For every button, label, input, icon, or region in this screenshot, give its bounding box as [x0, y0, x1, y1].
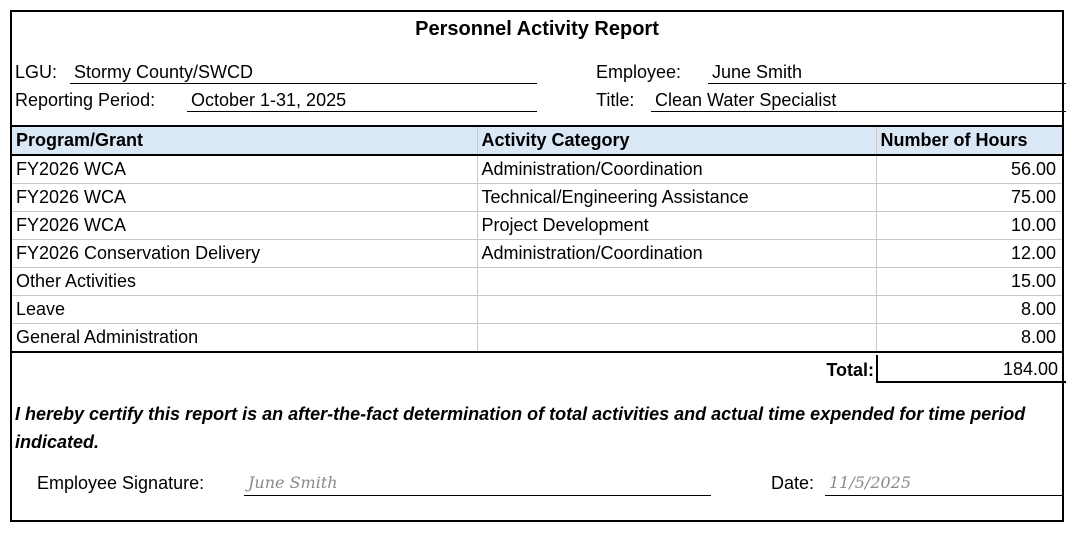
- activity-table: [12, 125, 1062, 353]
- cell-program[interactable]: Leave: [12, 296, 477, 324]
- cell-hours[interactable]: 8.00: [876, 296, 1062, 324]
- cell-hours[interactable]: 56.00: [876, 155, 1062, 184]
- header-number-of-hours: Number of Hours: [876, 126, 1062, 155]
- job-title-value[interactable]: Clean Water Specialist: [651, 88, 1066, 112]
- cell-hours[interactable]: 12.00: [876, 240, 1062, 268]
- job-title-label: Title:: [596, 90, 635, 110]
- cell-program[interactable]: FY2026 WCA: [12, 212, 477, 240]
- table-header-row: [12, 126, 1062, 155]
- table-row: [12, 240, 1062, 268]
- cell-category[interactable]: Administration/Coordination: [477, 155, 876, 184]
- job-title-field: [596, 88, 1066, 112]
- certification-statement: I hereby certify this report is an after-the-fact determination of total activities and actual time expended for time period indicated.: [15, 404, 1026, 452]
- reporting-period-field: [15, 88, 537, 112]
- reporting-period-label: Reporting Period:: [15, 90, 156, 110]
- employee-label: Employee:: [596, 62, 682, 82]
- cell-program[interactable]: FY2026 WCA: [12, 155, 477, 184]
- lgu-value[interactable]: Stormy County/SWCD: [70, 60, 537, 84]
- table-row: [12, 324, 1062, 353]
- date-value[interactable]: 11/5/2025: [825, 470, 1064, 496]
- table-row: [12, 184, 1062, 212]
- cell-program[interactable]: FY2026 WCA: [12, 184, 477, 212]
- table-row: [12, 155, 1062, 184]
- cell-program[interactable]: FY2026 Conservation Delivery: [12, 240, 477, 268]
- cell-category[interactable]: [477, 324, 876, 353]
- cell-program[interactable]: Other Activities: [12, 268, 477, 296]
- cell-hours[interactable]: 15.00: [876, 268, 1062, 296]
- reporting-period-value[interactable]: October 1-31, 2025: [187, 88, 537, 112]
- employee-value[interactable]: June Smith: [708, 60, 1066, 84]
- date-label: Date:: [771, 473, 815, 493]
- report-title: Personnel Activity Report: [415, 18, 659, 40]
- employee-signature-label: Employee Signature:: [37, 473, 205, 493]
- table-row: [12, 268, 1062, 296]
- total-hours-value: 184.00: [876, 355, 1066, 383]
- cell-category[interactable]: Administration/Coordination: [477, 240, 876, 268]
- personnel-activity-report: [10, 10, 1064, 522]
- cell-category[interactable]: Technical/Engineering Assistance: [477, 184, 876, 212]
- header-program-grant: Program/Grant: [12, 126, 477, 155]
- table-row: [12, 296, 1062, 324]
- header-activity-category: Activity Category: [477, 126, 876, 155]
- cell-program[interactable]: General Administration: [12, 324, 477, 353]
- employee-signature-value[interactable]: June Smith: [244, 470, 711, 496]
- cell-hours[interactable]: 75.00: [876, 184, 1062, 212]
- cell-category[interactable]: [477, 268, 876, 296]
- total-label: Total:: [826, 360, 874, 380]
- employee-field: [596, 60, 1066, 84]
- cell-category[interactable]: Project Development: [477, 212, 876, 240]
- lgu-field: [15, 60, 537, 84]
- cell-hours[interactable]: 8.00: [876, 324, 1062, 353]
- table-row: [12, 212, 1062, 240]
- cell-hours[interactable]: 10.00: [876, 212, 1062, 240]
- lgu-label: LGU:: [15, 62, 58, 82]
- cell-category[interactable]: [477, 296, 876, 324]
